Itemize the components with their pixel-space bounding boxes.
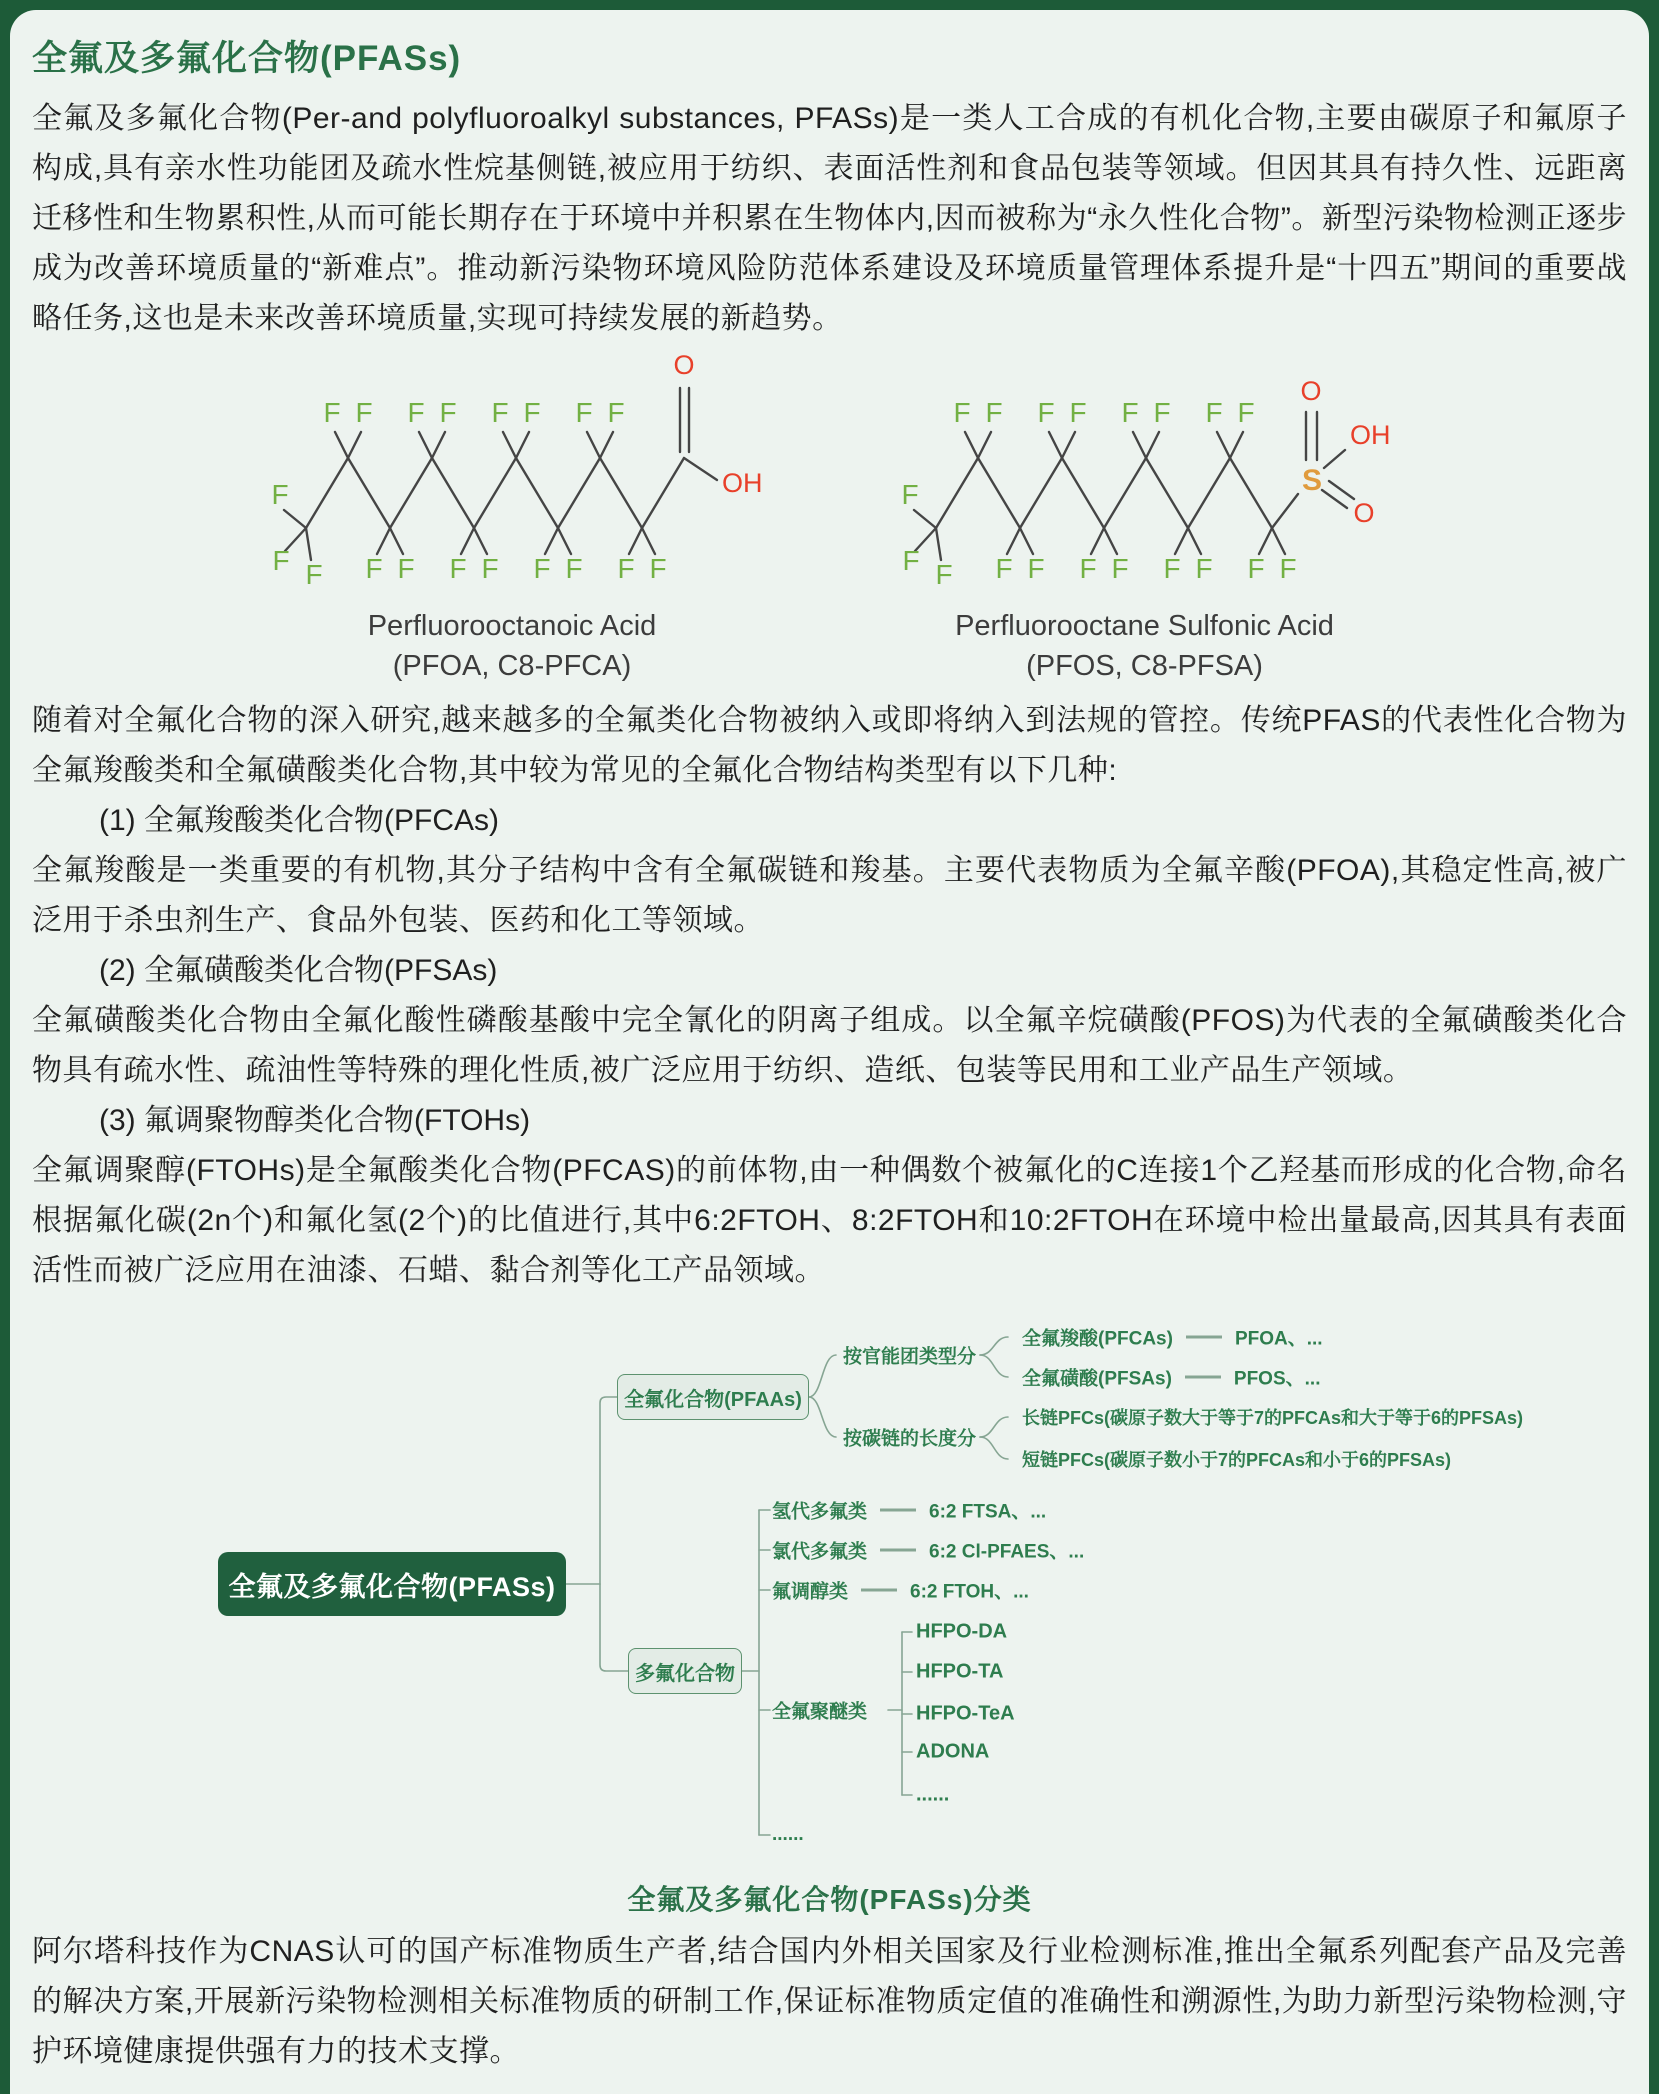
diagram-row-chloro-polyfluoro (772, 1537, 1084, 1564)
connector-dash (1185, 1376, 1221, 1379)
diagram-row-hfpo-tea (916, 1703, 1015, 1726)
diagram-row-hydro-polyfluoro (772, 1497, 1046, 1524)
diagram-row-ether-ellipsis (916, 1784, 949, 1807)
fluorine-label: F (1163, 553, 1181, 584)
sulfur-label: S (1301, 464, 1323, 497)
fluorine-label: F (449, 553, 467, 584)
fluorine-label: F (995, 553, 1013, 584)
hydroxyl-label: OH (1350, 420, 1391, 450)
pfoa-structure-image (262, 350, 762, 595)
row-label: 长链PFCs(碳原子数大于等于7的PFCAs和大于等于6的PFSAs) (1022, 1408, 1524, 1428)
oxygen-label: O (1300, 376, 1322, 406)
diagram-row-perfluoro-ether (772, 1697, 867, 1724)
fluorine-label: F (1069, 397, 1087, 428)
pfas-classification-diagram (32, 1302, 1627, 1927)
fluorine-label: F (272, 545, 290, 576)
branch-label-chain-length: 按碳链的长度分 (843, 1428, 977, 1450)
figure-pfoa (262, 350, 762, 686)
diagram-row-long-chain (1022, 1404, 1523, 1430)
connector-dash (1186, 1336, 1222, 1339)
branch-label-functional-group: 按官能团类型分 (843, 1346, 977, 1368)
fluorine-label: F (985, 397, 1003, 428)
row-label: 氢代多氟类 (772, 1501, 868, 1523)
fluorine-label: F (902, 545, 920, 576)
row-label: HFPO-DA (916, 1620, 1008, 1643)
connector-dash (861, 1589, 897, 1592)
diagram-row-hfpo-ta (916, 1661, 1003, 1684)
oxygen-label: O (673, 350, 695, 380)
figure-name: Perfluorooctane Sulfonic Acid (955, 610, 1334, 642)
fluorine-label: F (1121, 397, 1139, 428)
figure-caption-pfos (892, 606, 1397, 686)
fluorine-label: F (1111, 553, 1129, 584)
connector-dash (880, 1509, 916, 1512)
fluorine-label: F (953, 397, 971, 428)
fluorine-label: F (523, 397, 541, 428)
diagram-row-pfcas (1022, 1324, 1323, 1351)
diagram-row-pfsas (1022, 1364, 1320, 1391)
pfos-structure-image (892, 350, 1397, 595)
figure-abbreviation: (PFOA, C8-PFCA) (392, 650, 632, 682)
item-text-pfcas: 全氟羧酸是一类重要的有机物,其分子结构中含有全氟碳链和羧基。主要代表物质为全氟辛酸(PFOA),其稳定性高,被广泛用于杀虫剂生产、食品外包装、医药和化工等领域。 (32, 854, 1627, 937)
row-label: ADONA (916, 1740, 990, 1763)
row-label: 短链PFCs(碳原子数小于7的PFCAs和小于6的PFSAs) (1022, 1450, 1452, 1470)
intro-paragraph: 全氟及多氟化合物(Per-and polyfluoroalkyl substances, PFASs)是一类人工合成的有机化合物,主要由碳原子和氟原子构成,具有亲水性功能团及疏水性烷基侧链,被应用于纺织、表面活性剂和食品包装等领域。但因其具有持久性、远距离迁移性和生物累积性,从而可能长期存在于环境中并积累在生物体内,因而被称为“永久性化合物”。新型污染物检测正逐步成为改善环境质量的“新难点”。推动新污染物环境风险防范体系建设及环境质量管理体系提升是“十四五”期间的重要战略任务,这也是未来改善环境质量,实现可持续发展的新趋势。 (32, 102, 1627, 335)
fluorine-label: F (491, 397, 509, 428)
fluorine-label: F (649, 553, 667, 584)
row-items: 6:2 FTSA、... (929, 1501, 1047, 1523)
fluorine-label: F (607, 397, 625, 428)
diagram-row-ftoh (772, 1577, 1029, 1604)
row-label: 全氟聚醚类 (772, 1701, 868, 1723)
item-head-pfcas: (1) 全氟羧酸类化合物(PFCAs) (99, 804, 499, 837)
fluorine-label: F (365, 553, 383, 584)
fluorine-label: F (1195, 553, 1213, 584)
fluorine-label: F (407, 397, 425, 428)
item-head-ftohs: (3) 氟调聚物醇类化合物(FTOHs) (99, 1104, 531, 1137)
fluorine-label: F (439, 397, 457, 428)
fluorine-label: F (1027, 553, 1045, 584)
diagram-caption: 全氟及多氟化合物(PFASs)分类 (627, 1884, 1032, 1915)
diagram-row-ellipsis (772, 1824, 804, 1846)
figure-pfos (892, 350, 1397, 686)
figure-caption-pfoa (262, 606, 762, 686)
fluorine-label: F (481, 553, 499, 584)
fluorine-label: F (1279, 553, 1297, 584)
diagram-node-pfaas: 全氟化合物(PFAAs) (617, 1374, 809, 1420)
row-label: 氟调醇类 (772, 1581, 849, 1603)
page-title: 全氟及多氟化合物(PFASs) (32, 39, 462, 78)
row-label: HFPO-TA (916, 1660, 1004, 1683)
row-items: 6:2 Cl-PFAES、... (929, 1541, 1085, 1563)
outro-paragraph: 阿尔塔科技作为CNAS认可的国产标准物质生产者,结合国内外相关国家及行业检测标准,推出全氟系列配套产品及完善的解决方案,开展新污染物检测相关标准物质的研制工作,保证标准物质定值的准确性和溯源性,为助力新型污染物检测,守护环境健康提供强有力的技术支撑。 (32, 1935, 1627, 2068)
fluorine-label: F (397, 553, 415, 584)
row-label: 全氟羧酸(PFCAs) (1022, 1328, 1173, 1350)
fluorine-label: F (271, 479, 289, 510)
row-label: ...... (772, 1824, 804, 1845)
oxygen-label: O (1353, 498, 1375, 528)
fluorine-label: F (1153, 397, 1171, 428)
row-items: 6:2 FTOH、... (910, 1581, 1029, 1603)
row-label: HFPO-TeA (916, 1702, 1015, 1725)
fluorine-label: F (1079, 553, 1097, 584)
diagram-node-polyfluoro: 多氟化合物 (628, 1648, 742, 1694)
fluorine-label: F (935, 559, 953, 590)
chemical-structures-row (32, 350, 1627, 686)
fluorine-label: F (323, 397, 341, 428)
fluorine-label: F (305, 559, 323, 590)
fluorine-label: F (533, 553, 551, 584)
fluorine-label: F (1247, 553, 1265, 584)
row-label: 全氟磺酸(PFSAs) (1022, 1368, 1172, 1390)
fluorine-label: F (565, 553, 583, 584)
item-head-pfsas: (2) 全氟磺酸类化合物(PFSAs) (99, 954, 498, 987)
fluorine-label: F (1205, 397, 1223, 428)
fluorine-label: F (355, 397, 373, 428)
row-label: 氯代多氟类 (772, 1541, 868, 1563)
hydroxyl-label: OH (722, 468, 762, 498)
page-card (10, 10, 1649, 2094)
item-text-pfsas: 全氟磺酸类化合物由全氟化酸性磷酸基酸中完全氰化的阴离子组成。以全氟辛烷磺酸(PFOS)为代表的全氟磺酸类化合物具有疏水性、疏油性等特殊的理化性质,被广泛应用于纺织、造纸、包装等民用和工业产品生产领域。 (32, 1004, 1627, 1087)
row-items: PFOA、... (1234, 1328, 1323, 1350)
diagram-row-hfpo-da (916, 1621, 1007, 1644)
diagram-row-adona (916, 1741, 989, 1764)
fluorine-label: F (617, 553, 635, 584)
fluorine-label: F (1037, 397, 1055, 428)
connector-dash (880, 1549, 916, 1552)
row-items: PFOS、... (1233, 1368, 1321, 1390)
regulation-paragraph: 随着对全氟化合物的深入研究,越来越多的全氟类化合物被纳入或即将纳入到法规的管控。传统PFAS的代表性化合物为全氟羧酸类和全氟磺酸类化合物,其中较为常见的全氟化合物结构类型有以下几种: (32, 704, 1627, 787)
fluorine-label: F (1237, 397, 1255, 428)
fluorine-label: F (901, 479, 919, 510)
figure-name: Perfluorooctanoic Acid (367, 610, 657, 642)
fluorine-label: F (575, 397, 593, 428)
row-label: ...... (916, 1783, 950, 1806)
diagram-root-node: 全氟及多氟化合物(PFASs) (218, 1552, 566, 1616)
figure-abbreviation: (PFOS, C8-PFSA) (1026, 650, 1263, 682)
diagram-row-short-chain (1022, 1446, 1451, 1472)
item-text-ftohs: 全氟调聚醇(FTOHs)是全氟酸类化合物(PFCAS)的前体物,由一种偶数个被氟化的C连接1个乙羟基而形成的化合物,命名根据氟化碳(2n个)和氟化氢(2个)的比值进行,其中6:2FTOH、8:2FTOH和10:2FTOH在环境中检出量最高,因其具有表面活性而被广泛应用在油漆、石蜡、黏合剂等化工产品领域。 (32, 1154, 1627, 1287)
